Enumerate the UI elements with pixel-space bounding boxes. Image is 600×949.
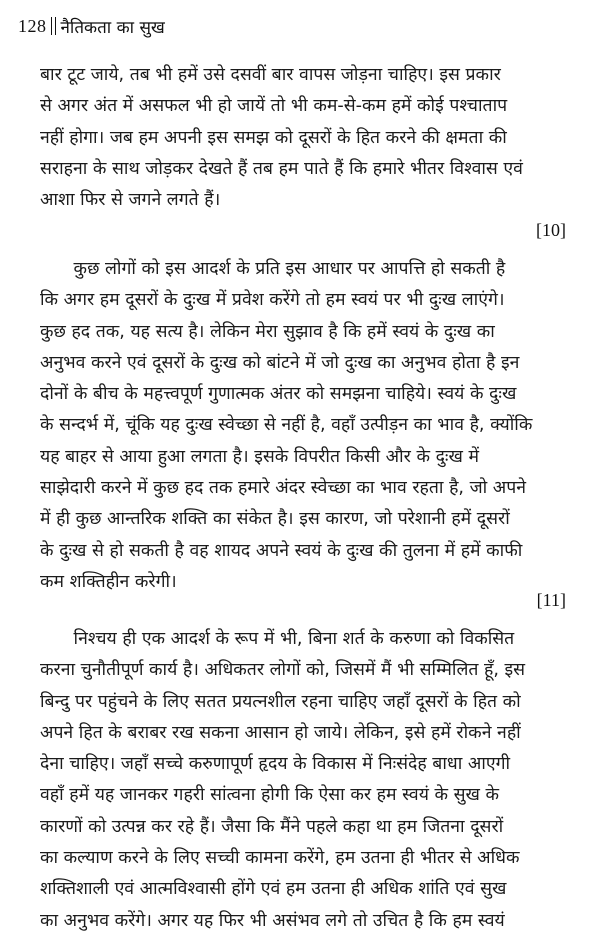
text-line: नहीं होगा। जब हम अपनी इस समझ को दूसरों के हित करने की क्षमता की xyxy=(40,127,507,148)
paragraph-10 xyxy=(40,254,575,598)
text-line: का अनुभव करेंगे। अगर यह फिर भी असंभव लगे तो उचित है कि हम स्वयं xyxy=(40,910,505,931)
text-line: के दुःख से हो सकती है वह शायद अपने स्वयं के दुःख की तुलना में हमें काफी xyxy=(40,540,523,561)
text-line: कुछ लोगों को इस आदर्श के प्रति इस आधार पर आपत्ति हो सकती है xyxy=(40,259,506,279)
text-line: देना चाहिए। जहाँ सच्चे करुणापूर्ण हृदय के विकास में निःसंदेह बाधा आएगी xyxy=(40,754,511,775)
text-line: से अगर अंत में असफल भी हो जायें तो भी कम-से-कम हमें कोई पश्चाताप xyxy=(40,96,508,117)
text-line: अपने हित के बराबर रख सकना आसान हो जाये। लेकिन, इसे हमें रोकने नहीं xyxy=(40,722,521,743)
running-header xyxy=(18,14,165,38)
text-line: कारणों को उत्पन्न कर रहे हैं। जैसा कि मैंने पहले कहा था हम जितना दूसरों xyxy=(40,816,504,837)
text-line: बिन्दु पर पहुंचने के लिए सतत प्रयत्नशील रहना चाहिए जहाँ दूसरों के हित को xyxy=(40,691,521,712)
text-line: करना चुनौतीपूर्ण कार्य है। अधिकतर लोगों को, जिसमें मैं भी सम्मिलित हूँ, इस xyxy=(40,660,526,681)
verse-marker: [11] xyxy=(536,590,566,610)
text-line: में ही कुछ आन्तरिक शक्ति का संकेत है। इस कारण, जो परेशानी हमें दूसरों xyxy=(40,509,510,530)
text-line: कुछ हद तक, यह सत्य है। लेकिन मेरा सुझाव है कि हमें स्वयं के दुःख का xyxy=(40,321,495,342)
text-line: दोनों के बीच के महत्त्वपूर्ण गुणात्मक अंतर को समझना चाहिये। स्वयं के दुःख xyxy=(40,384,517,405)
page-number: 128 xyxy=(18,15,47,36)
paragraph-11 xyxy=(40,624,575,937)
text-line: अनुभव करने एवं दूसरों के दुःख को बांटने में जो दुःख का अनुभव होता है इन xyxy=(40,352,520,373)
text-line: कम शक्तिहीन करेगी। xyxy=(40,571,177,592)
text-line: निश्चय ही एक आदर्श के रूप में भी, बिना शर्त के करुणा को विकसित xyxy=(40,629,515,649)
text-line: कि अगर हम दूसरों के दुःख में प्रवेश करेंगे तो हम स्वयं पर भी दुःख लाएंगे। xyxy=(40,290,505,311)
double-bar-separator xyxy=(51,17,56,35)
text-line: आशा फिर से जगने लगते हैं। xyxy=(40,190,221,211)
text-line: साझेदारी करने में कुछ हद तक हमारे अंदर स्वेच्छा का भाव रहता है, जो अपने xyxy=(40,478,526,499)
text-line: बार टूट जाये, तब भी हमें उसे दसवीं बार वापस जोड़ना चाहिए। इस प्रकार xyxy=(40,65,501,85)
text-line: सराहना के साथ जोड़कर देखते हैं तब हम पाते हैं कि हमारे भीतर विश्वास एवं xyxy=(40,158,523,179)
text-line: का कल्याण करने के लिए सच्ची कामना करेंगे, हम उतना ही भीतर से अधिक xyxy=(40,848,520,869)
book-title: नैतिकता का सुख xyxy=(60,17,165,38)
text-line: के सन्दर्भ में, चूंकि यह दुःख स्वेच्छा से नहीं है, वहाँ उत्पीड़न का भाव है, क्योंकि xyxy=(40,415,533,436)
text-line: यह बाहर से आया हुआ लगता है। इसके विपरीत किसी और के दुःख में xyxy=(40,446,479,467)
text-line: वहाँ हमें यह जानकर गहरी सांत्वना होगी कि ऐसा कर हम स्वयं के सुख के xyxy=(40,785,500,806)
text-line: शक्तिशाली एवं आत्मविश्वासी होंगे एवं हम उतना ही अधिक शांति एवं सुख xyxy=(40,879,507,900)
paragraph-continued xyxy=(40,60,575,216)
verse-marker: [10] xyxy=(536,220,566,240)
